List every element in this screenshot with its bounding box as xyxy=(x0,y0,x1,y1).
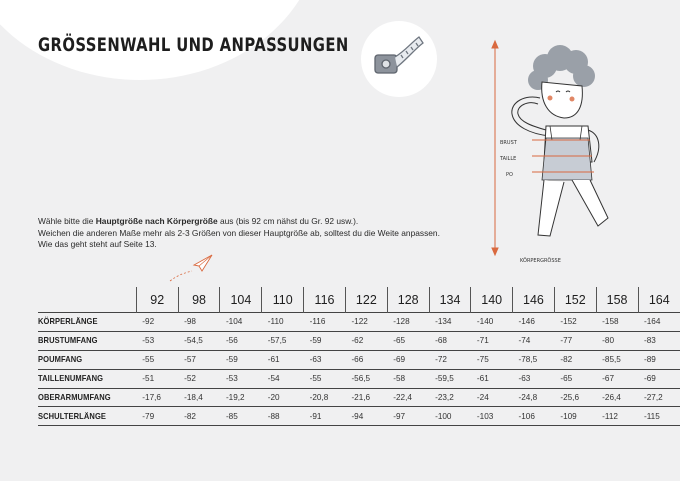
paper-plane-icon xyxy=(168,245,218,285)
table-cell: -72 xyxy=(435,355,447,365)
size-header: 116 xyxy=(304,287,346,313)
label-po: PO xyxy=(506,172,513,178)
table-cell: -106 xyxy=(518,411,535,421)
table-cell: -79 xyxy=(142,411,155,421)
page-title: GRÖSSENWAHL UND ANPASSUNGEN xyxy=(38,34,349,56)
table-cell: -112 xyxy=(602,411,618,421)
table-cell: -22,4 xyxy=(393,393,412,402)
table-cell: -88 xyxy=(267,411,280,421)
table-cell: -152 xyxy=(560,317,577,327)
tape-badge xyxy=(361,21,437,97)
size-header-row xyxy=(38,287,680,313)
size-header: 140 xyxy=(471,287,513,313)
intro-bold-phrase: Hauptgröße nach Körpergröße xyxy=(95,216,218,226)
table-cell: -21,6 xyxy=(351,393,371,402)
table-cell: -59 xyxy=(225,355,238,365)
table-cell: -128 xyxy=(393,317,410,327)
row-label: BRUSTUMFANG xyxy=(38,336,98,346)
measuring-tape-icon xyxy=(361,21,437,97)
row-label: KÖRPERLÄNGE xyxy=(38,317,98,327)
table-cell: -51 xyxy=(142,374,155,384)
table-cell: -20 xyxy=(267,393,280,402)
table-cell: -69 xyxy=(644,374,656,384)
size-header: 98 xyxy=(178,287,220,313)
table-cell: -85 xyxy=(225,411,238,421)
table-cell: -57,5 xyxy=(267,336,287,346)
table-cell: -97 xyxy=(393,411,406,421)
row-label: SCHULTERLÄNGE xyxy=(38,411,107,421)
size-header: 134 xyxy=(429,287,471,313)
table-cell: -24,8 xyxy=(518,393,538,402)
table-cell: -78,5 xyxy=(518,355,538,365)
table-row xyxy=(38,407,680,426)
table-cell: -26,4 xyxy=(602,393,621,402)
table-cell: -19,2 xyxy=(225,393,245,402)
table-row xyxy=(38,388,680,407)
table-cell: -20,8 xyxy=(309,393,329,402)
table-cell: -115 xyxy=(644,411,660,421)
table-cell: -116 xyxy=(309,317,326,327)
table-cell: -122 xyxy=(351,317,368,327)
table-cell: -55 xyxy=(142,355,155,365)
intro-line-2: Weichen die anderen Maße mehr als 2-3 Größen von dieser Hauptgröße ab, solltest du die Weite anpassen. xyxy=(38,227,440,238)
table-cell: -71 xyxy=(476,336,489,346)
table-cell: -140 xyxy=(476,317,494,327)
table-cell: -68 xyxy=(435,336,447,346)
table-cell: -74 xyxy=(518,336,531,346)
label-brust: BRUST xyxy=(500,140,517,146)
table-cell: -56 xyxy=(225,336,238,346)
table-cell: -59 xyxy=(309,336,322,346)
size-table xyxy=(38,287,680,426)
dungarees-shape xyxy=(542,138,592,180)
table-cell: -77 xyxy=(560,336,573,346)
table-cell: -53 xyxy=(225,374,238,384)
size-header: 152 xyxy=(554,287,596,313)
child-figure-illustration xyxy=(480,30,650,270)
table-cell: -134 xyxy=(435,317,452,327)
table-cell: -61 xyxy=(267,355,280,365)
table-cell: -61 xyxy=(476,374,489,384)
table-row xyxy=(38,369,680,388)
table-cell: -69 xyxy=(393,355,406,365)
table-cell: -109 xyxy=(560,411,577,421)
table-cell: -55 xyxy=(309,374,322,384)
table-cell: -23,2 xyxy=(435,393,454,402)
size-header: 164 xyxy=(638,287,680,313)
table-cell: -85,5 xyxy=(602,355,621,365)
table-cell: -158 xyxy=(602,317,619,327)
size-header: 104 xyxy=(220,287,262,313)
table-cell: -80 xyxy=(602,336,615,346)
height-arrow xyxy=(492,41,498,255)
table-cell: -67 xyxy=(602,374,615,384)
label-koerpergroesse: KÖRPERGRÖSSE xyxy=(520,258,561,264)
header-blank-cell xyxy=(38,287,136,313)
table-cell: -94 xyxy=(351,411,364,421)
table-cell: -89 xyxy=(644,355,656,365)
table-cell: -110 xyxy=(267,317,284,327)
table-cell: -53 xyxy=(142,336,155,346)
size-header: 158 xyxy=(596,287,638,313)
table-cell: -164 xyxy=(644,317,661,327)
table-cell: -59,5 xyxy=(435,374,454,384)
intro-text xyxy=(38,216,468,251)
table-row xyxy=(38,350,680,369)
intro-line-3: Wie das geht steht auf Seite 13. xyxy=(38,239,157,249)
table-cell: -17,6 xyxy=(142,393,161,402)
table-cell: -54,5 xyxy=(184,336,203,346)
table-cell: -58 xyxy=(393,374,406,384)
table-cell: -57 xyxy=(184,355,196,365)
table-cell: -66 xyxy=(351,355,364,365)
size-table-body xyxy=(38,313,680,426)
size-header: 128 xyxy=(387,287,429,313)
table-cell: -65 xyxy=(560,374,573,384)
row-label: OBERARMUMFANG xyxy=(38,393,111,402)
size-header: 92 xyxy=(136,287,178,313)
table-row xyxy=(38,313,680,332)
table-cell: -63 xyxy=(309,355,322,365)
table-cell: -24 xyxy=(476,393,489,402)
size-header: 110 xyxy=(262,287,304,313)
table-cell: -56,5 xyxy=(351,374,371,384)
table-cell: -63 xyxy=(518,374,531,384)
size-header: 122 xyxy=(345,287,387,313)
table-cell: -52 xyxy=(184,374,196,384)
face-shape xyxy=(542,82,583,118)
table-cell: -146 xyxy=(518,317,535,327)
hair-shape xyxy=(528,45,595,90)
table-cell: -82 xyxy=(184,411,196,421)
table-cell: -91 xyxy=(309,411,322,421)
table-cell: -62 xyxy=(351,336,364,346)
table-cell: -104 xyxy=(225,317,243,327)
row-label: POUMFANG xyxy=(38,355,83,365)
table-cell: -75 xyxy=(476,355,489,365)
table-row xyxy=(38,331,680,350)
table-cell: -92 xyxy=(142,317,155,327)
table-cell: -100 xyxy=(435,411,452,421)
row-label: TAILLENUMFANG xyxy=(38,374,104,384)
size-header: 146 xyxy=(513,287,555,313)
table-cell: -54 xyxy=(267,374,280,384)
table-cell: -98 xyxy=(184,317,196,327)
table-cell: -18,4 xyxy=(184,393,203,402)
table-cell: -25,6 xyxy=(560,393,580,402)
intro-line-1: Wähle bitte die Hauptgröße nach Körpergröße aus (bis 92 cm nähst du Gr. 92 usw.). xyxy=(38,216,359,226)
table-cell: -27,2 xyxy=(644,393,663,402)
label-taille: TAILLE xyxy=(500,156,517,162)
table-cell: -65 xyxy=(393,336,406,346)
table-cell: -103 xyxy=(476,411,494,421)
table-cell: -82 xyxy=(560,355,573,365)
table-cell: -83 xyxy=(644,336,656,346)
